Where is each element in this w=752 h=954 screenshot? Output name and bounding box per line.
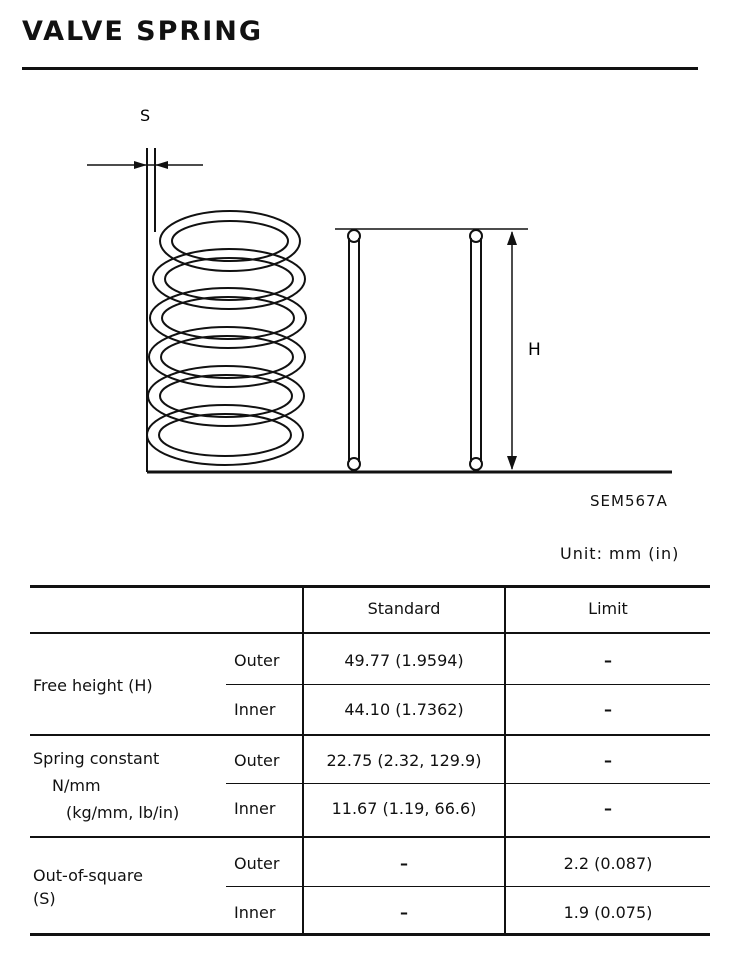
limit-value: – [604,799,612,818]
type-inner: Inner [234,903,276,922]
standard-value: 11.67 (1.19, 66.6) [331,799,477,818]
label-s: S [140,106,151,125]
type-inner: Inner [234,700,276,719]
row-label-spring-constant: Spring constant [33,749,160,768]
table-top-rule [30,585,710,588]
table-bottom-rule [30,933,710,936]
table-header-rule [30,632,710,634]
row-divider [226,684,710,685]
standard-value: – [400,854,408,873]
row-divider [226,783,710,784]
header-standard: Standard [367,599,441,618]
row-label-spring-constant-unit: N/mm [52,776,101,795]
standard-value: 22.75 (2.32, 129.9) [326,751,482,770]
unit-label: Unit: mm (in) [560,544,680,563]
standard-value: – [400,903,408,922]
type-outer: Outer [234,651,280,670]
standard-value: 49.77 (1.9594) [344,651,464,670]
header-limit: Limit [588,599,628,618]
row-divider [226,886,710,887]
limit-value: 2.2 (0.087) [563,854,653,873]
standard-value: 44.10 (1.7362) [344,700,464,719]
limit-value: 1.9 (0.075) [563,903,653,922]
row-label-out-of-square-symbol: (S) [33,889,56,908]
limit-value: – [604,651,612,670]
row-label-free-height: Free height (H) [33,676,153,695]
group-divider [30,836,710,838]
page-title: VALVE SPRING [22,16,264,47]
group-divider [30,734,710,736]
type-outer: Outer [234,854,280,873]
type-outer: Outer [234,751,280,770]
figure-code: SEM567A [590,492,668,510]
row-label-spring-constant-unit-alt: (kg/mm, lb/in) [66,803,180,822]
type-inner: Inner [234,799,276,818]
row-label-out-of-square: Out-of-square [33,866,143,885]
valve-spring-diagram [0,90,752,490]
limit-value: – [604,700,612,719]
limit-value: – [604,751,612,770]
label-h: H [528,340,541,360]
title-rule [22,67,698,70]
